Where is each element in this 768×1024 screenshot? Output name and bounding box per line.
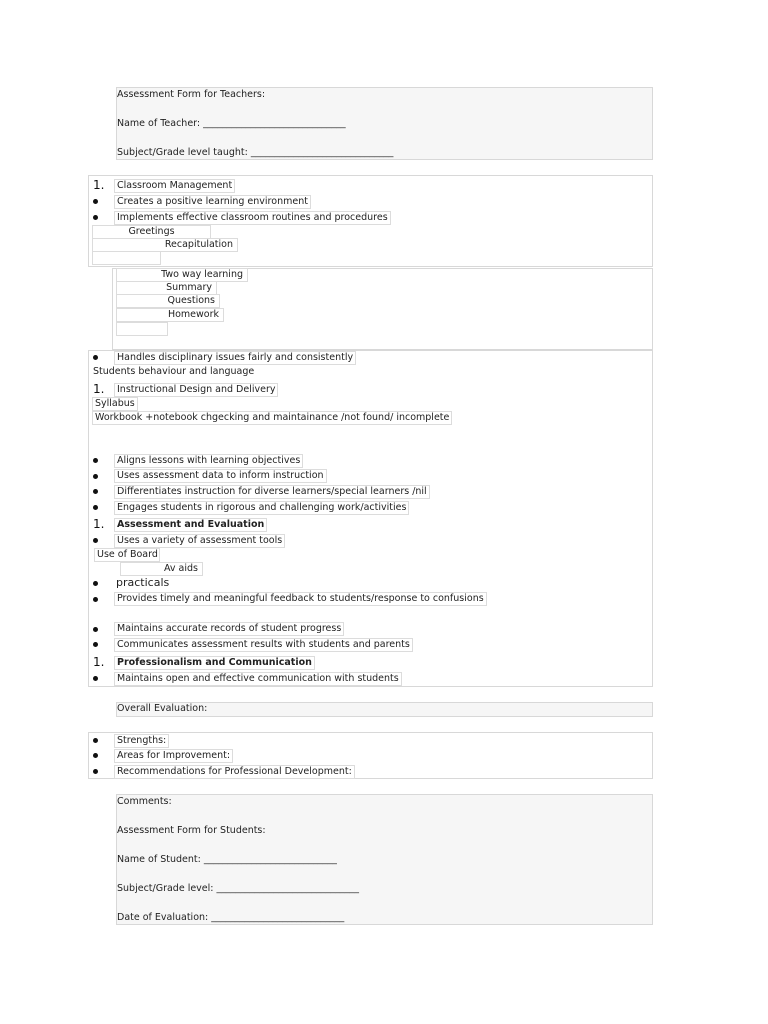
routine-recapitulation: Recapitulation: [92, 238, 238, 252]
note-use-of-board: Use of Board: [94, 548, 160, 562]
bullet-icon: [93, 627, 98, 632]
bullet-icon: [93, 505, 98, 510]
routine-questions: Questions: [116, 294, 220, 308]
student-subject-field[interactable]: Subject/Grade level: ______________________________: [117, 883, 360, 894]
bullet-icon: [93, 738, 98, 743]
item-differentiates: Differentiates instruction for diverse learners/special learners /nil: [114, 485, 430, 499]
item-records: Maintains accurate records of student progress: [114, 622, 344, 636]
bullet-icon: [93, 581, 98, 586]
section3-number: 1.: [93, 517, 105, 531]
section2-heading: Instructional Design and Delivery: [114, 383, 278, 397]
item-engages: Engages students in rigorous and challenging work/activities: [114, 501, 409, 515]
item-recommendations: Recommendations for Professional Development:: [114, 765, 355, 779]
bullet-icon: [93, 215, 98, 220]
section1-heading: Classroom Management: [114, 179, 235, 193]
item-areas-improvement: Areas for Improvement:: [114, 749, 233, 763]
bullet-icon: [93, 642, 98, 647]
teacher-name-field[interactable]: Name of Teacher: ______________________________: [117, 118, 346, 129]
note-syllabus: Syllabus: [92, 397, 138, 411]
section4-number: 1.: [93, 655, 105, 669]
bullet-icon: [93, 769, 98, 774]
empty-cell: [92, 251, 161, 265]
note-av-aids: Av aids: [120, 562, 203, 576]
routine-summary: Summary: [116, 281, 217, 295]
bullet-icon: [93, 199, 98, 204]
section4-heading: Professionalism and Communication: [114, 656, 315, 670]
overall-evaluation-label: Overall Evaluation:: [117, 703, 208, 714]
student-name-field[interactable]: Name of Student: ____________________________: [117, 854, 337, 865]
note-workbook: Workbook +notebook chgecking and maintainance /not found/ incomplete: [92, 411, 452, 425]
item-assessment-tools: Uses a variety of assessment tools: [114, 534, 285, 548]
teacher-subject-field[interactable]: Subject/Grade level taught: ______________________________: [117, 147, 394, 158]
routine-homework: Homework: [116, 308, 224, 322]
item-feedback: Provides timely and meaningful feedback to students/response to confusions: [114, 592, 487, 606]
bullet-icon: [93, 474, 98, 479]
item-aligns-lessons: Aligns lessons with learning objectives: [114, 454, 303, 468]
item-communicates-results: Communicates assessment results with students and parents: [114, 638, 413, 652]
student-date-field[interactable]: Date of Evaluation: ____________________________: [117, 912, 345, 923]
note-practicals: practicals: [116, 576, 170, 589]
item-assessment-data: Uses assessment data to inform instruction: [114, 469, 327, 483]
section3-heading: Assessment and Evaluation: [114, 518, 267, 532]
section2-number: 1.: [93, 382, 105, 396]
note-behaviour: Students behaviour and language: [93, 366, 255, 377]
item-positive-environment: Creates a positive learning environment: [114, 195, 311, 209]
bullet-icon: [93, 676, 98, 681]
empty-cell: [116, 322, 168, 336]
bullet-icon: [93, 489, 98, 494]
section1-number: 1.: [93, 178, 105, 192]
bullet-icon: [93, 458, 98, 463]
item-strengths: Strengths:: [114, 734, 169, 748]
comments-label: Comments:: [117, 796, 172, 807]
routine-two-way-learning: Two way learning: [116, 268, 248, 282]
item-open-communication: Maintains open and effective communication with students: [114, 672, 402, 686]
bullet-icon: [93, 753, 98, 758]
item-disciplinary: Handles disciplinary issues fairly and consistently: [114, 351, 356, 365]
item-classroom-routines: Implements effective classroom routines and procedures: [114, 211, 391, 225]
bullet-icon: [93, 355, 98, 360]
student-form-title: Assessment Form for Students:: [117, 825, 266, 836]
bullet-icon: [93, 597, 98, 602]
bullet-icon: [93, 538, 98, 543]
teacher-form-title: Assessment Form for Teachers:: [117, 89, 266, 100]
routine-greetings: Greetings: [92, 225, 211, 239]
